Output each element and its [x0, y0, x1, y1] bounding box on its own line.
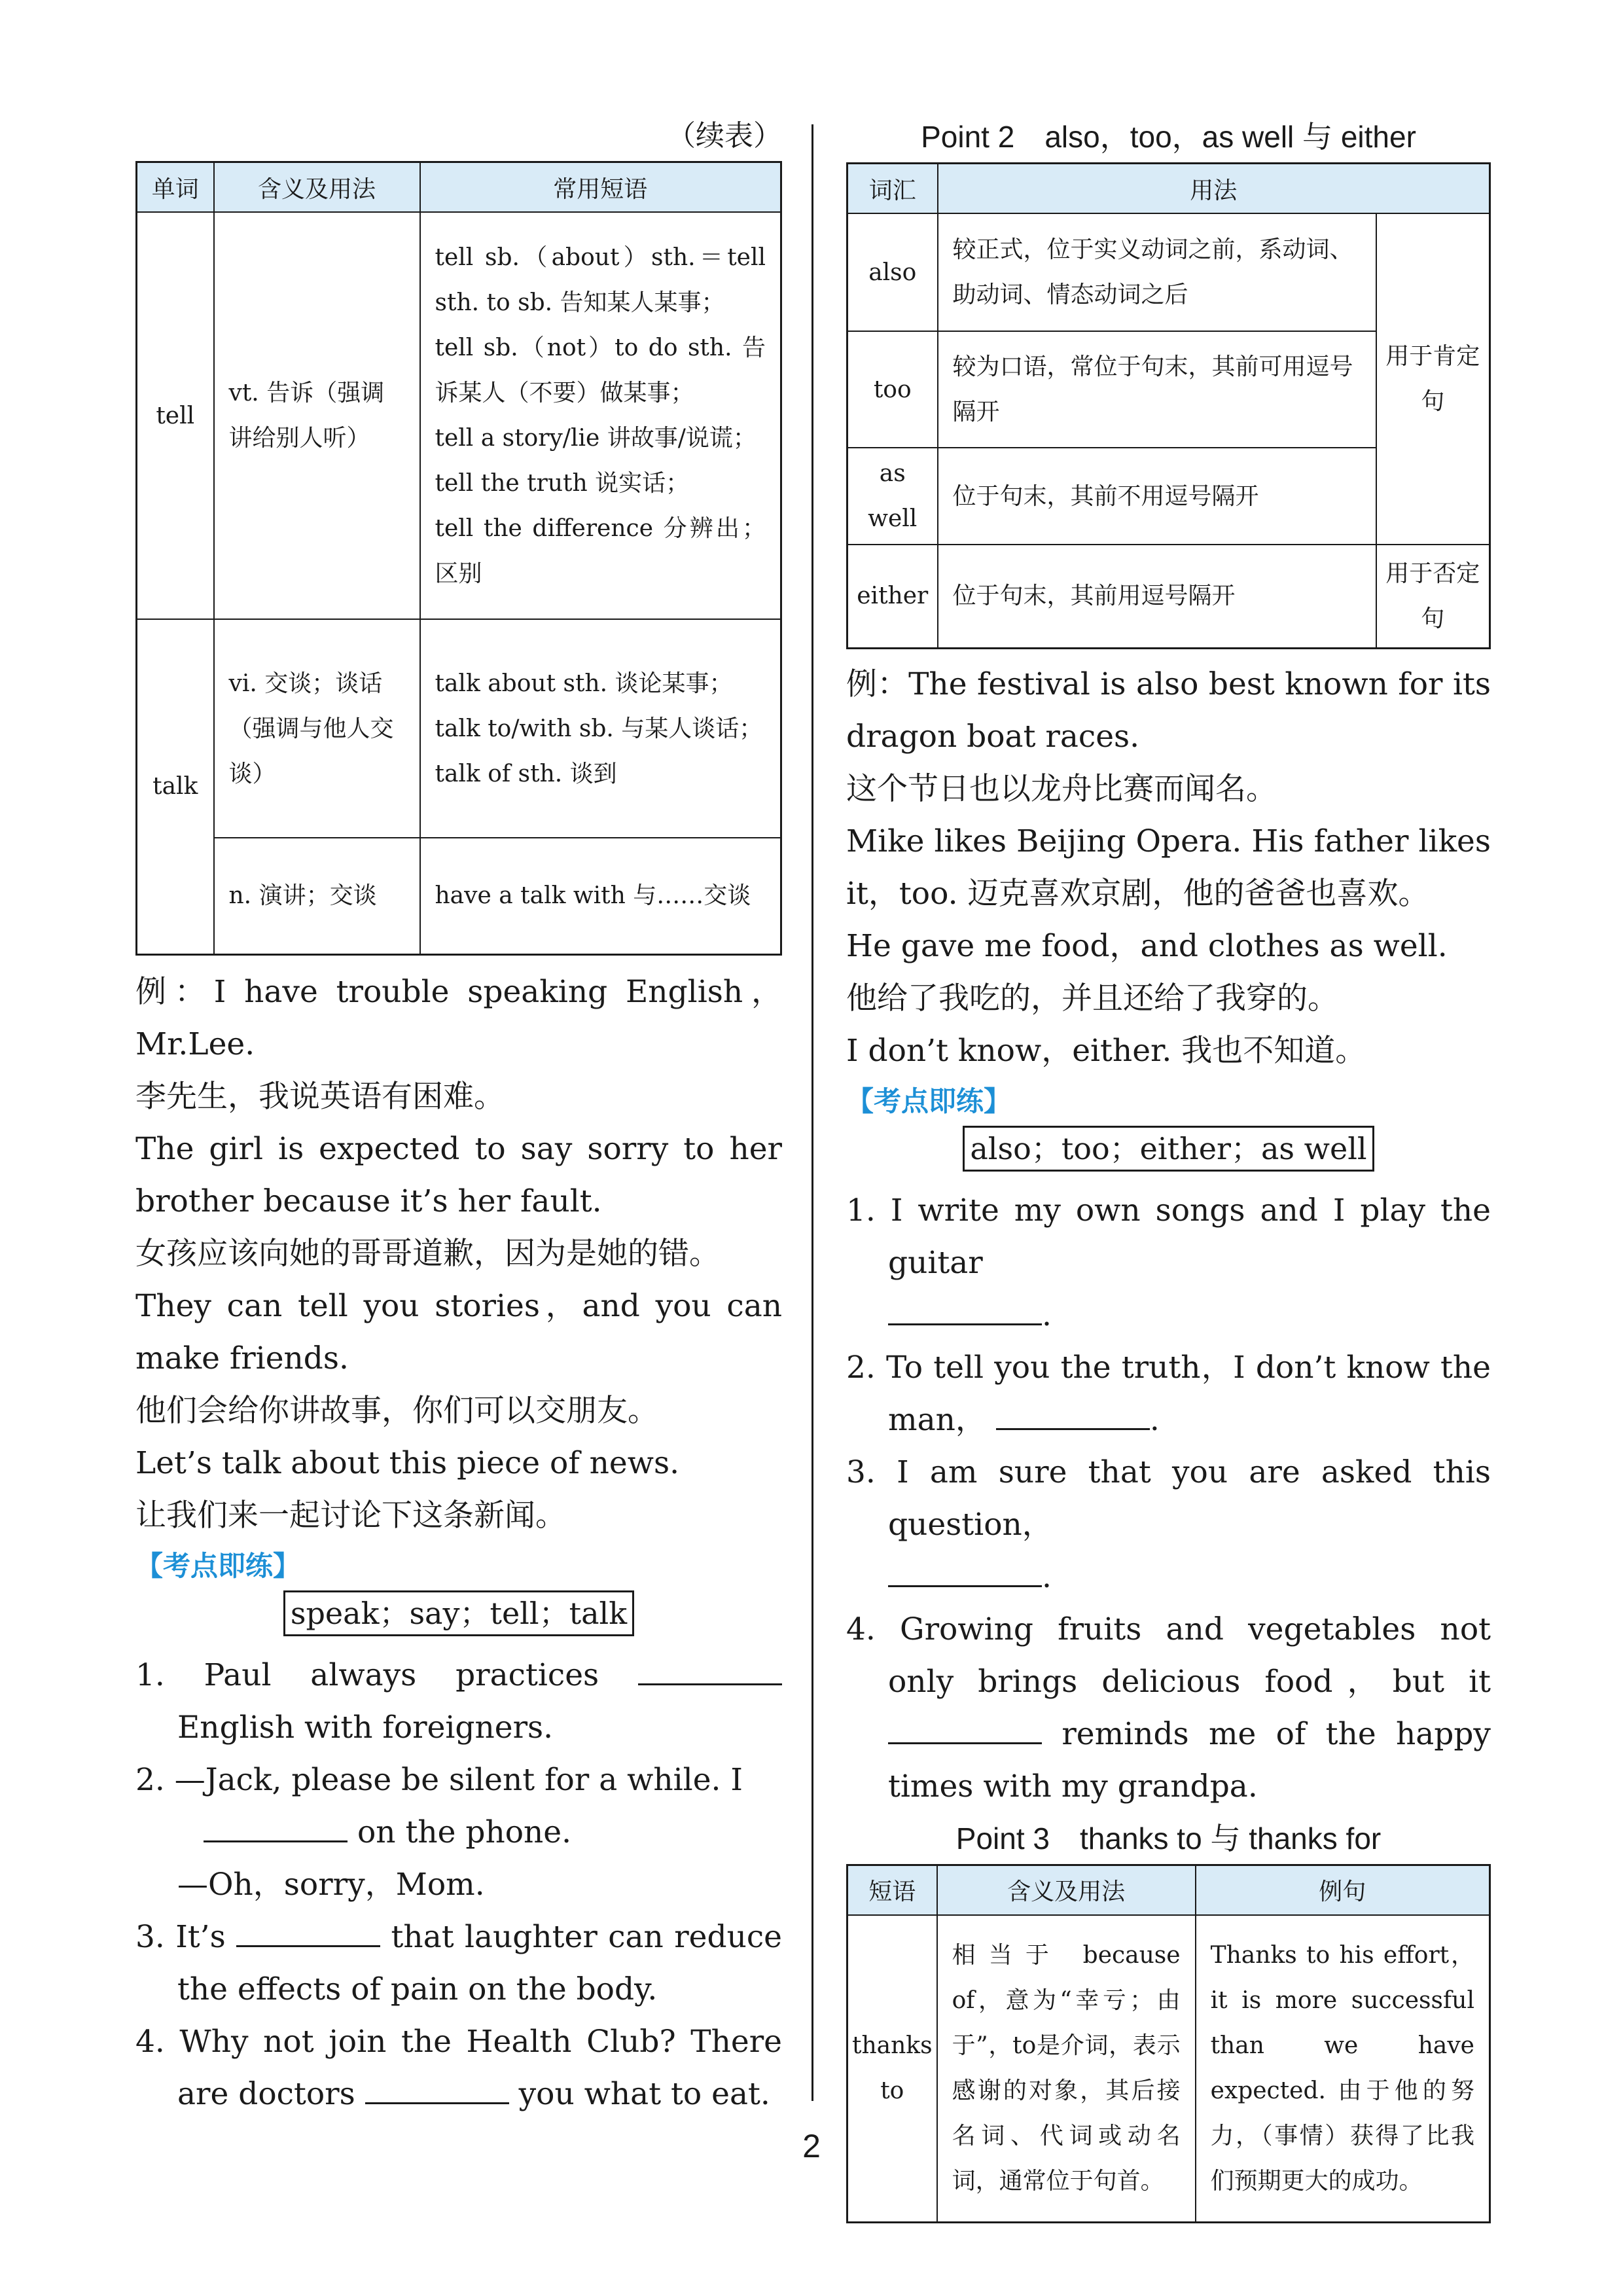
example-line: The girl is expected to say sorry to her brother because it’s her fault.	[135, 1130, 782, 1219]
example-line: They can tell you stories，and you can make friends.	[135, 1287, 782, 1376]
example-line: 让我们来一起讨论下这条新闻。	[135, 1497, 566, 1534]
phrase-table	[846, 1864, 1491, 2224]
example-line: He gave me food，and clothes as well.	[846, 927, 1448, 964]
word-box: also；too；either；as well	[963, 1126, 1374, 1172]
usage-also: 较正式，位于实义动词之前，系动词、助动词、情态动词之后	[938, 213, 1376, 331]
example-line: 例：I have trouble speaking English，Mr.Lee.	[135, 973, 782, 1062]
header-usage: 用法	[938, 164, 1490, 214]
example-line: 李先生，我说英语有困难。	[135, 1078, 505, 1115]
point3-title: Point 3 thanks to 与 thanks for	[955, 1821, 1382, 1856]
examples-left	[135, 966, 782, 1542]
right-column	[846, 111, 1491, 2223]
practice-tag: 【考点即练】	[135, 1549, 301, 1582]
column-divider	[812, 124, 813, 2101]
point2-title: Point 2 also，too，as well 与 either	[921, 120, 1416, 154]
answer-blank[interactable]	[638, 1652, 782, 1685]
word-either: either	[847, 545, 938, 648]
answer-blank[interactable]	[204, 1809, 348, 1842]
word-tell: tell	[137, 212, 214, 619]
usage-as-well: 位于句末，其前不用逗号隔开	[938, 448, 1376, 545]
exercise-2-reply: —Oh，sorry，Mom.	[177, 1866, 485, 1903]
page-number: 2	[802, 2128, 821, 2164]
header-vocab: 词汇	[847, 164, 938, 214]
examples-right	[846, 658, 1491, 1077]
vocab-table	[135, 161, 782, 956]
affirmative-note: 用于肯定句	[1376, 213, 1490, 545]
phrases-tell: tell sb.（about）sth.＝tell sth. to sb. 告知某人某事； tell sb.（not）to do sth. 告诉某人（不要）做某事； tell a story/lie 讲故事/说谎； tell the truth 说实话； tell the difference 分辨出；区别	[420, 212, 781, 619]
example-line: 他们会给你讲故事，你们可以交朋友。	[135, 1392, 658, 1429]
exercise-3: 3. I am sure that you are asked this question， .	[846, 1454, 1491, 1595]
example-line: 女孩应该向她的哥哥道歉，因为是她的错。	[135, 1235, 720, 1272]
phrases-talk-vi: talk about sth. 谈论某事； talk to/with sb. 与某人谈话； talk of sth. 谈到	[420, 619, 781, 838]
word-too: too	[847, 331, 938, 448]
example-line: I don’t know，either. 我也不知道。	[846, 1032, 1366, 1069]
answer-blank[interactable]	[888, 1292, 1042, 1325]
meaning-tell: vt. 告诉（强调讲给别人听）	[214, 212, 420, 619]
word-as-well: as well	[847, 448, 938, 545]
usage-table	[846, 162, 1491, 649]
exercise-3: 3. It’s that laughter can reduce the effects of pain on the body.	[135, 1911, 782, 2016]
answer-blank[interactable]	[236, 1914, 380, 1947]
header-meaning: 含义及用法	[214, 162, 420, 213]
meaning-thanks-to: 相当于 because of，意为“幸亏；由于”，to是介词，表示感谢的对象，其后接名词、代词或动名词，通常位于句首。	[937, 1915, 1196, 2223]
phrases-talk-n: have a talk with 与……交谈	[420, 838, 781, 954]
usage-too: 较为口语，常位于句末，其前可用逗号隔开	[938, 331, 1376, 448]
header-phrases: 常用短语	[420, 162, 781, 213]
answer-blank[interactable]	[888, 1554, 1042, 1587]
continued-label: （续表）	[667, 119, 782, 152]
word-also: also	[847, 213, 938, 331]
meaning-talk-n: n. 演讲；交谈	[214, 838, 420, 954]
example-line: Mike likes Beijing Opera. His father likes it，too. 迈克喜欢京剧，他的爸爸也喜欢。	[846, 823, 1491, 912]
example-line: Let’s talk about this piece of news.	[135, 1444, 680, 1481]
exercise-4: 4. Why not join the Health Club? There are doctors you what to eat.	[135, 2023, 782, 2112]
exercise-2: 2. To tell you the truth，I don’t know the man， .	[846, 1349, 1491, 1438]
header-phrase: 短语	[847, 1865, 937, 1915]
example-line: 这个节日也以龙舟比赛而闻名。	[846, 770, 1277, 807]
usage-either: 位于句末，其前用逗号隔开	[938, 545, 1376, 648]
word-box: speak；say；tell；talk	[283, 1590, 634, 1636]
header-example: 例句	[1196, 1865, 1490, 1915]
header-meaning: 含义及用法	[937, 1865, 1196, 1915]
exercise-1: 1. Paul always practices English with foreigners.	[135, 1649, 782, 1754]
exercise-2: 2. —Jack, please be silent for a while. I on the phone.	[135, 1761, 743, 1850]
answer-blank[interactable]	[996, 1397, 1150, 1430]
phrase-thanks-to: thanks to	[847, 1915, 937, 2223]
exercises-right	[846, 1185, 1491, 1813]
left-column	[135, 111, 782, 2121]
exercises-left	[135, 1649, 782, 2121]
negative-note: 用于否定句	[1376, 545, 1490, 648]
example-thanks-to: Thanks to his effort，it is more successful than we have expected. 由于他的努力，（事情）获得了比我们预期更大的成功。	[1196, 1915, 1490, 2223]
example-line: 他给了我吃的，并且还给了我穿的。	[846, 980, 1338, 1016]
exercise-1: 1. I write my own songs and I play the guitar .	[846, 1192, 1491, 1333]
meaning-talk-vi: vi. 交谈；谈话（强调与他人交谈）	[214, 619, 420, 838]
answer-blank[interactable]	[365, 2071, 509, 2104]
example-line: 例：The festival is also best known for its dragon boat races.	[846, 666, 1491, 755]
answer-blank[interactable]	[888, 1711, 1042, 1744]
header-word: 单词	[137, 162, 214, 213]
exercise-4: 4. Growing fruits and vegetables not only brings delicious food，but it reminds me of the happy times with my grandpa.	[846, 1611, 1491, 1804]
practice-tag: 【考点即练】	[846, 1085, 1012, 1117]
word-talk: talk	[137, 619, 214, 954]
